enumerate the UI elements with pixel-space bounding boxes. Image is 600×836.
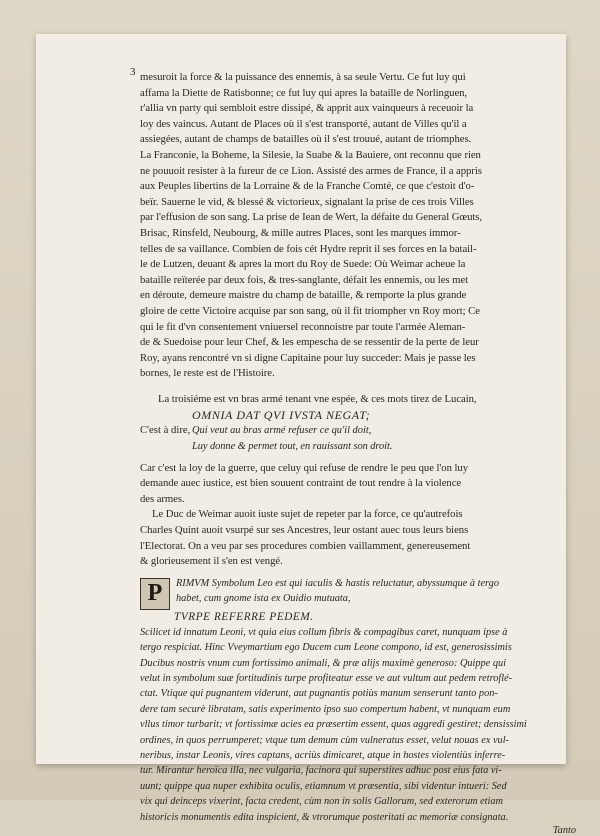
text-line: La Franconie, la Boheme, la Silesie, la Suabe & la Bauiere, ont reconnu que rien: [140, 148, 481, 161]
text-line: ne pouuoit resister à la fureur de ce Lion. Assisté des armes de France, il a appris: [140, 164, 482, 177]
latin-line: ordines, in quos perrumperet; vtque tum demum cùm vulneratus esset, velut nouas ex vul-: [140, 734, 509, 746]
catchword: Tanto: [552, 825, 576, 836]
text-line: en déroute, demeure maistre du champ de bataille, & remporte la plus grande: [140, 289, 467, 302]
text-line: r'allia vn party qui sembloit estre dissipé, & apprit aux vainqueurs à receuoir la: [140, 102, 474, 115]
text-line: demande auec iustice, est bien souuent contraint de tout rendre à la violence: [140, 477, 462, 490]
text-line: Car c'est la loy de la guerre, que celuy qui refuse de rendre le peu que l'on luy: [140, 461, 469, 474]
decorated-initial: P: [140, 578, 170, 610]
latin-paragraph: [140, 625, 576, 825]
latin-line: Ducibus nostris vnum cum fortissimo animali, & præ alijs maximè generoso: Quippe qui: [140, 657, 507, 669]
text-line: Brisac, Rinsfeld, Neubourg, & mille autres Places, sont les marques immor-: [140, 226, 461, 239]
text-line: l'Electorat. On a veu par ses procedures combien vaillamment, genereusement: [140, 539, 471, 552]
paragraph-weimar-history: [140, 70, 576, 382]
text-line: & glorieusement il s'en est vengé.: [140, 555, 283, 568]
text-line: affama la Diette de Ratisbonne; ce fut luy qui apres la bataille de Norlinguen,: [140, 86, 468, 99]
text-line: qui le fit d'vn consentement vniuersel reconnoistre par toute l'armée Aleman-: [140, 320, 466, 333]
latin-line: vix qui deinceps vixerint, facta credent, cùm non in solis Gallorum, sed exterorum etiam: [140, 796, 503, 808]
text-line: par l'effusion de son sang. La prise de Iean de Wert, la défaite du General Gœuts,: [140, 211, 483, 224]
text-line: des armes.: [140, 492, 185, 505]
page-text: [130, 66, 576, 836]
cest-a-dire-label: C'est à dire,: [140, 424, 191, 437]
latin-line: tergo respiciat. Hinc Vveymartium ego Ducem cum Leone compono, id est, generosissimis: [140, 642, 512, 654]
latin-line: ctat. Vtique qui pugnantem viderunt, aut pugnantis potiùs manum senserunt tanto pon-: [140, 688, 498, 700]
translation-line: Qui veut au bras armé refuser ce qu'il doit,: [192, 425, 372, 437]
ovid-motto: TVRPE REFERRE PEDEM.: [174, 610, 314, 623]
paragraph-law-of-war: [140, 461, 576, 508]
text-line: assiegées, autant de champs de batailles où il s'est trouué, autant de triomphes.: [140, 133, 472, 146]
latin-line: uunt; quippe qua nuper exhibita oculis, etiamnum vt præsentia, sibi videntur intueri: Sed: [140, 780, 507, 792]
text-line: Roy, ayans rencontré vn si digne Capitaine pour luy succeder: Mais je passe les: [140, 351, 476, 364]
page-number: 3: [130, 66, 136, 78]
latin-line: Scilicet id innatum Leoni, vt quia eius collum fibris & compagibus caret, nunquam ipse à: [140, 626, 508, 638]
text-line: telles de sa vaillance. Combien de fois cét Hydre reprit il ses forces en la batail-: [140, 242, 477, 255]
latin-line: tur. Mirantur heroïca illa, nec vulgaria, facinora qui superstites adhuc post eius fata vi-: [140, 765, 502, 777]
paragraph-duke-weimar: [140, 507, 576, 569]
latin-line: dere tam securè libratam, satis experimento ipso suo compertum habent, vt nunquam eum: [140, 703, 511, 715]
text-line: Charles Quint auoit vsurpé sur ses Ancestres, leur ostant auec tous leurs biens: [140, 524, 469, 537]
translation-block: [140, 423, 576, 439]
text-line: beïr. Sauerne le vid, & blessé & victorieux, signalant la prise de ces trois Villes: [140, 195, 474, 208]
text-line: mesuroit la force & la puissance des ennemis, à sa seule Vertu. Ce fut luy qui: [140, 71, 466, 83]
latin-line: RIMVM Symbolum Leo est qui iaculis & hastis reluctatur, abyssumque à tergo: [176, 577, 499, 589]
text-line: le de Lutzen, deuant & apres la mort du Roy de Suede: Où Weimar acheue la: [140, 258, 466, 271]
text-line: bornes, le reste est de l'Histoire.: [140, 367, 275, 380]
third-emblem-intro: La troisiéme est vn bras armé tenant vne espée, & ces mots tirez de Lucain,: [158, 392, 477, 405]
text-line: bataille reïterée par deux fois, & tres-sanglante, défait les ennemis, ou les met: [140, 273, 469, 286]
latin-line: historicis monumentis edita inspicient, & vtrorumque posteritati ac memoriæ consignata.: [140, 811, 509, 823]
latin-line: velut in symbolum suæ fortitudinis turpe profiteatur esse ve aut vultum aut pedem retroflé-: [140, 673, 513, 685]
translation-line: Luy donne & permet tout, en rauissant son droit.: [192, 441, 393, 453]
text-line: gloire de cette Victoire acquise par son sang, où il fit triompher vn Roy mort; Ce: [140, 304, 480, 317]
text-line: aux Peuples libertins de la Lorraine & de la Franche Comté, ce que c'estoit d'o-: [140, 180, 475, 193]
lucan-motto: OMNIA DAT QVI IVSTA NEGAT;: [192, 408, 371, 423]
latin-line: neribus, instar Leonis, vires captans, acriùs dimicaret, atque in hostes violentiùs inferre-: [140, 750, 506, 762]
latin-line: vllus timor turbarit; vt fortissimæ acies ea præsertim essent, quas aggredi gestiret; densissimi: [140, 719, 527, 731]
text-line: Le Duc de Weimar auoit iuste sujet de repeter par la force, ce qu'autrefois: [152, 508, 463, 521]
text-line: loy des vaincus. Autant de Places où il s'est transporté, autant de Villes qu'il a: [140, 117, 467, 130]
text-line: de & Suedoise pour leur Chef, & les empescha de se ressentir de la perte de leur: [140, 336, 479, 349]
spacer: [140, 382, 576, 392]
latin-line: habet, cum gnome ista ex Ouidio mutuata,: [176, 593, 351, 605]
printed-page: [36, 34, 576, 836]
latin-section-head: [140, 576, 576, 610]
